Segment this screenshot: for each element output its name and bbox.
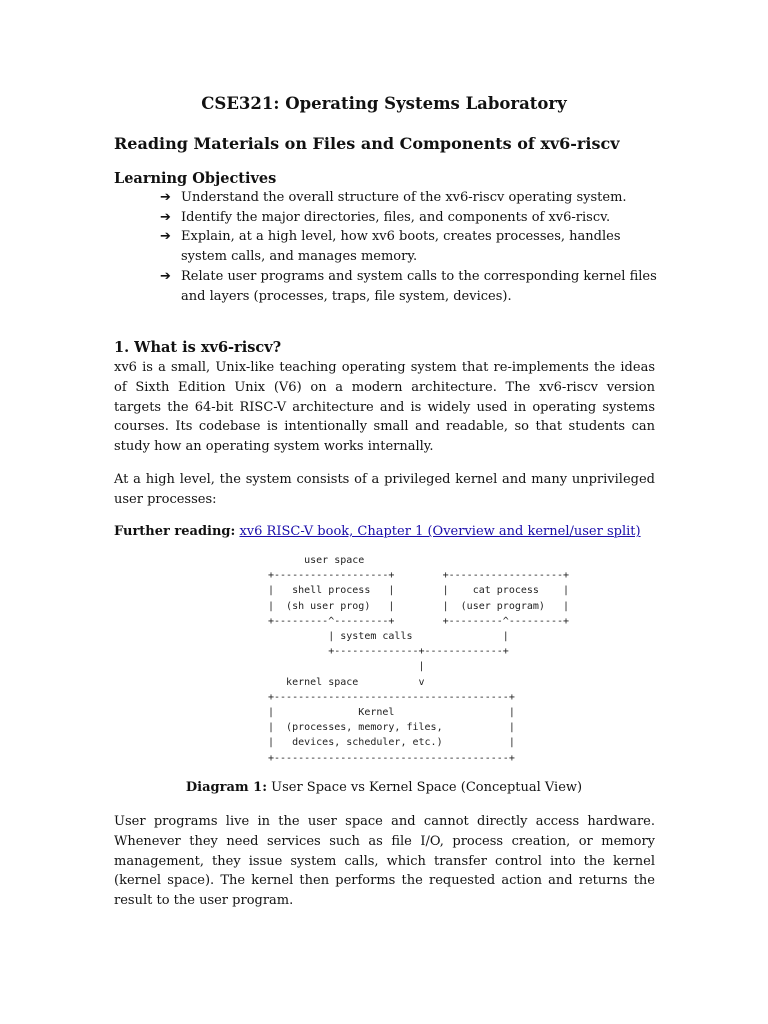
arrow-bullet-icon: ➔: [160, 229, 171, 245]
further-reading-link[interactable]: xv6 RISC-V book, Chapter 1 (Overview and kernel/user split): [239, 524, 641, 539]
objective-text: Relate user programs and system calls to the corresponding kernel files and layers (processes, traps, file system, devices).: [181, 268, 657, 304]
objective-text: Identify the major directories, files, and components of xv6-riscv.: [181, 209, 611, 225]
diagram-caption-label: Diagram 1:: [185, 780, 267, 795]
further-reading: [114, 522, 655, 542]
list-item: [160, 267, 660, 306]
learning-objectives-list: [160, 188, 660, 306]
objective-text: Explain, at a high level, how xv6 boots, creates processes, handles system calls, and manages memory.: [181, 229, 621, 265]
document-subtitle: Reading Materials on Files and Components of xv6-riscv: [114, 134, 620, 153]
section-1-paragraph-3: User programs live in the user space and cannot directly access hardware. Whenever they need services such as file I/O, process creation, or memory management, they issue system calls, which transfer control into the kernel (kernel space). The kernel then performs the requested action and returns the result to the user program.: [114, 814, 655, 909]
learning-objectives-heading: Learning Objectives: [114, 170, 277, 187]
arrow-bullet-icon: ➔: [160, 190, 171, 205]
diagram-caption-text: User Space vs Kernel Space (Conceptual View): [271, 780, 583, 795]
arrow-bullet-icon: ➔: [160, 268, 171, 284]
list-item: [160, 208, 660, 228]
document-title: CSE321: Operating Systems Laboratory: [201, 94, 567, 113]
diagram-caption: [0, 780, 768, 795]
section-1-paragraph-1: xv6 is a small, Unix-like teaching operating system that re-implements the ideas of Sixth Edition Unix (V6) on a modern architecture. The xv6-riscv version targets the 64-bit RISC-V architecture and is widely used in operating systems courses. Its codebase is intentionally small and readable, so that students can study how an operating system works internally.: [114, 360, 655, 455]
section-1-paragraph-2: At a high level, the system consists of a privileged kernel and many unprivileged user processes:: [114, 472, 655, 507]
user-kernel-space-diagram: user space +-------------------+ +-------------------+ | shell process | | cat process | | (sh user prog) | | (user program) | +---------^---------+ +---------^---------+ | system calls | +--------------+-------------+ | kernel space v +---------------------------------------+ | Kernel | | (processes, memory, files, | | devices, scheduler, etc.) | +---------------------------------------+: [268, 555, 570, 764]
list-item: [160, 188, 660, 208]
further-reading-label: Further reading:: [114, 524, 236, 539]
list-item: [160, 227, 660, 266]
arrow-bullet-icon: ➔: [160, 209, 171, 225]
objective-text: Understand the overall structure of the xv6-riscv operating system.: [181, 190, 627, 205]
section-1-heading: 1. What is xv6-riscv?: [114, 339, 282, 356]
